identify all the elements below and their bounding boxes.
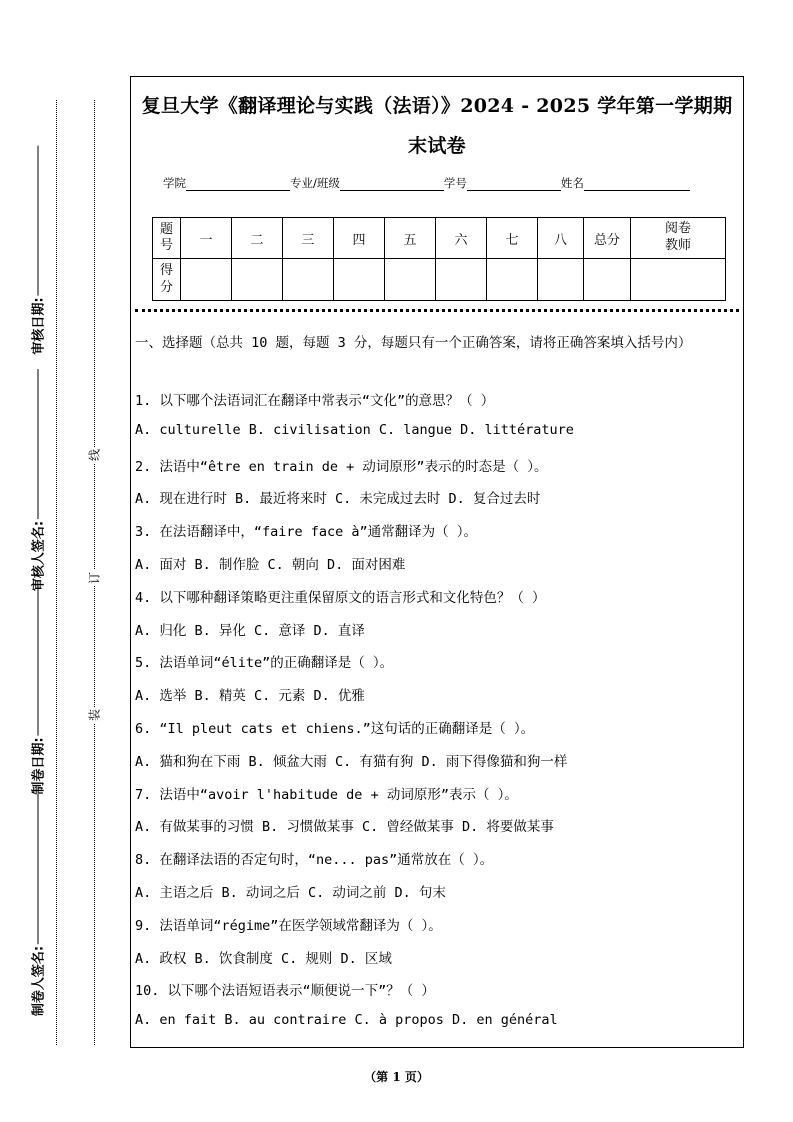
options-9: A. 政权 B. 饮食制度 C. 规则 D. 区域: [135, 950, 392, 967]
cut-mark-bind: 装: [87, 708, 102, 722]
score-cell-3[interactable]: [283, 259, 334, 301]
question-8: 8. 在翻译法语的否定句时，“ne... pas”通常放在（ ）。: [135, 852, 494, 869]
score-header-4: 四: [334, 218, 385, 259]
major-class-label: 专业/班级: [290, 176, 340, 190]
prepare-date-field[interactable]: [28, 585, 47, 794]
options-8: A. 主语之后 B. 动词之后 C. 动词之前 D. 句末: [135, 885, 446, 901]
section-divider: [135, 309, 739, 312]
question-1: 1. 以下哪个法语词汇在翻译中常表示“文化”的意思？（ ）: [135, 393, 495, 409]
options-5: A. 选举 B. 精英 C. 元素 D. 优雅: [135, 688, 365, 705]
reviewer-signature-label: 审核人签名:: [31, 520, 47, 592]
question-2: 2. 法语中“être en train de + 动词原形”表示的时态是（ ）。: [135, 458, 548, 475]
cut-mark-staple: 订: [87, 571, 102, 585]
college-label: 学院: [163, 176, 186, 190]
options-10: A. en fait B. au contraire C. à propos D. en général: [135, 1012, 558, 1029]
score-cell-grader[interactable]: [631, 259, 726, 301]
score-cell-6[interactable]: [436, 259, 487, 301]
score-table: [152, 217, 726, 301]
options-7: A. 有做某事的习惯 B. 习惯做某事 C. 曾经做某事 D. 将要做某事: [135, 819, 554, 836]
binding-dotted-line-outer: [56, 100, 57, 1045]
score-cell-4[interactable]: [334, 259, 385, 301]
college-blank[interactable]: [186, 178, 290, 191]
score-header-6: 六: [436, 218, 487, 259]
review-date-label: 审核日期:: [31, 297, 47, 355]
options-3: A. 面对 B. 制作脸 C. 朝向 D. 面对困难: [135, 557, 406, 573]
question-9: 9. 法语单词“régime”在医学领域常翻译为（ ）。: [135, 917, 442, 934]
score-header-3: 三: [283, 218, 334, 259]
question-10: 10. 以下哪个法语短语表示“顺便说一下”？（ ）: [135, 983, 435, 1000]
major-class-blank[interactable]: [340, 178, 444, 191]
score-header-5: 五: [385, 218, 436, 259]
page-number: （第 1 页）: [364, 1070, 429, 1084]
question-3: 3. 在法语翻译中，“faire face à”通常翻译为（ ）。: [135, 524, 478, 541]
review-date-field[interactable]: [28, 145, 47, 354]
student-info-row: [163, 175, 690, 191]
prepare-date-label: 制卷日期:: [31, 737, 47, 795]
score-row-label: 得分: [153, 259, 181, 301]
score-header-question-no: 题号: [153, 218, 181, 259]
score-header-8: 八: [538, 218, 584, 259]
score-header-7: 七: [487, 218, 538, 259]
exam-frame: [130, 76, 744, 1048]
cut-mark-line: 线: [87, 448, 102, 462]
name-label: 姓名: [560, 176, 584, 190]
student-id-blank[interactable]: [467, 178, 561, 191]
preparer-signature-label: 制卷人签名:: [31, 945, 47, 1017]
score-cell-1[interactable]: [181, 259, 232, 301]
exam-title-line2: 末试卷: [408, 135, 466, 157]
student-id-label: 学号: [443, 176, 467, 190]
score-cell-8[interactable]: [538, 259, 584, 301]
reviewer-signature-field[interactable]: [28, 369, 47, 591]
score-cell-5[interactable]: [385, 259, 436, 301]
question-6: 6. “Il pleut cats et chiens.”这句话的正确翻译是（ ）。: [135, 721, 535, 737]
score-cell-2[interactable]: [232, 259, 283, 301]
name-blank[interactable]: [584, 178, 690, 191]
options-6: A. 猫和狗在下雨 B. 倾盆大雨 C. 有猫有狗 D. 雨下得像猫和狗一样: [135, 753, 568, 770]
question-4: 4. 以下哪种翻译策略更注重保留原文的语言形式和文化特色？（ ）: [135, 589, 546, 606]
score-header-grader: 阅卷教师: [631, 218, 726, 259]
score-header-2: 二: [232, 218, 283, 259]
score-cell-total[interactable]: [584, 259, 631, 301]
question-5: 5. 法语单词“élite”的正确翻译是（ ）。: [135, 655, 394, 672]
score-cell-7[interactable]: [487, 259, 538, 301]
score-header-1: 一: [181, 218, 232, 259]
exam-title-line1: 复旦大学《翻译理论与实践（法语）》2024 - 2025 学年第一学期期: [141, 95, 733, 117]
question-7: 7. 法语中“avoir l'habitude de + 动词原形”表示（ ）。: [135, 786, 518, 803]
options-1: A. culturelle B. civilisation C. langue D. littérature: [135, 421, 574, 438]
options-4: A. 归化 B. 异化 C. 意译 D. 直译: [135, 622, 365, 639]
options-2: A. 现在进行时 B. 最近将来时 C. 未完成过去时 D. 复合过去时: [135, 491, 541, 508]
section-1-title: 一、选择题（总共 10 题，每题 3 分，每题只有一个正确答案，请将正确答案填入括号内）: [135, 335, 692, 351]
score-header-total: 总分: [584, 218, 631, 259]
preparer-signature-field[interactable]: [28, 794, 47, 1016]
